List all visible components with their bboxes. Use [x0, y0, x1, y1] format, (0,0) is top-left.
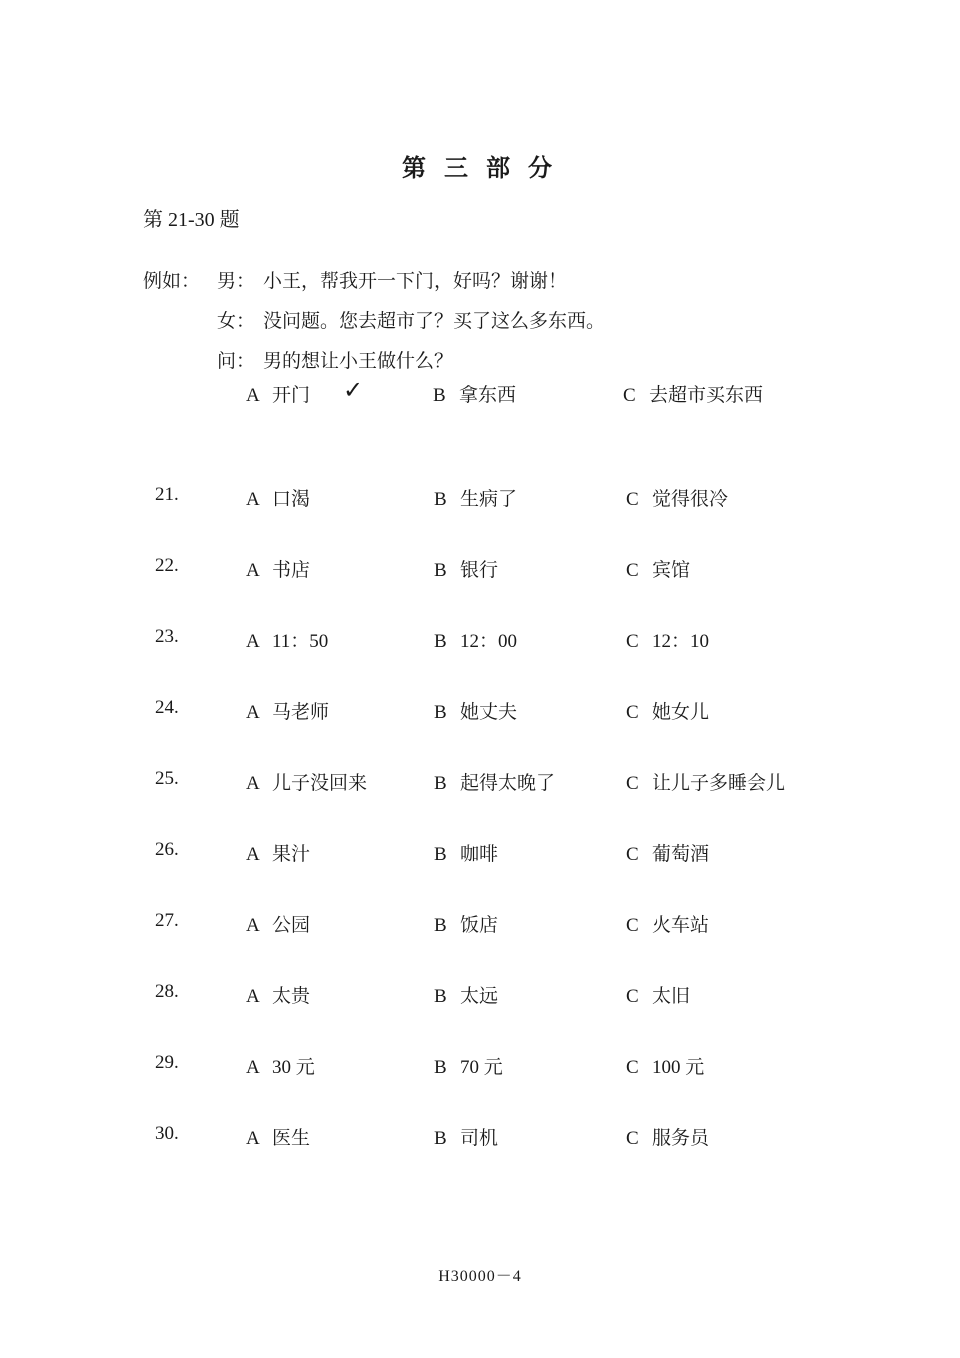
question-number: 30.: [155, 1123, 179, 1144]
option-text: 宾馆: [652, 560, 691, 581]
option-text: 医生: [272, 1128, 311, 1149]
option-text: 马老师: [272, 702, 330, 723]
question-number: 28.: [155, 981, 179, 1002]
option-text: 100 元: [652, 1057, 705, 1078]
option-letter: A: [246, 915, 260, 936]
option-letter: B: [434, 702, 447, 723]
question-option-c[interactable]: [626, 768, 785, 795]
option-text: 公园: [272, 915, 311, 936]
option-letter: A: [246, 773, 260, 794]
option-text: 太旧: [652, 986, 691, 1007]
option-text: 饭店: [460, 915, 499, 936]
option-letter: C: [626, 1128, 639, 1149]
option-letter: C: [626, 915, 639, 936]
option-letter: A: [246, 1057, 260, 1078]
option-text: 30 元: [272, 1057, 315, 1078]
question-option-b[interactable]: [434, 484, 517, 511]
option-text: 12：00: [460, 631, 518, 652]
option-text: 她女儿: [652, 702, 710, 723]
option-text: 去超市买东西: [649, 385, 764, 406]
question-option-c[interactable]: [626, 555, 690, 582]
question-option-a[interactable]: [246, 555, 310, 582]
option-text: 服务员: [652, 1128, 710, 1149]
question-number: 22.: [155, 555, 179, 576]
option-letter: C: [626, 844, 639, 865]
question-option-a[interactable]: [246, 626, 328, 653]
option-letter: B: [434, 986, 447, 1007]
question-option-a[interactable]: [246, 910, 310, 937]
option-letter: B: [434, 844, 447, 865]
option-text: 开门: [272, 385, 311, 406]
question-row: [0, 981, 960, 1052]
question-row: [0, 1123, 960, 1194]
option-text: 拿东西: [459, 385, 517, 406]
example-speaker: 问：: [217, 351, 256, 372]
option-letter: C: [626, 560, 639, 581]
option-text: 咖啡: [460, 844, 499, 865]
example-speaker: 女：: [217, 311, 256, 332]
example-head-label: 例如：: [143, 271, 201, 292]
question-number: 25.: [155, 768, 179, 789]
option-letter: B: [434, 560, 447, 581]
option-text: 儿子没回来: [272, 773, 368, 794]
option-text: 12：10: [652, 631, 710, 652]
option-letter: A: [246, 560, 260, 581]
option-letter: C: [626, 489, 639, 510]
question-row: [0, 697, 960, 768]
option-letter: B: [434, 489, 447, 510]
option-letter: C: [623, 385, 636, 406]
option-text: 葡萄酒: [652, 844, 710, 865]
question-option-a[interactable]: [246, 768, 367, 795]
option-letter: A: [246, 631, 260, 652]
option-text: 让儿子多睡会儿: [652, 773, 786, 794]
example-text: 没问题。您去超市了？买了这么多东西。: [263, 311, 606, 332]
option-letter: A: [246, 986, 260, 1007]
question-option-c[interactable]: [626, 839, 709, 866]
example-line: [143, 302, 883, 342]
option-text: 70 元: [460, 1057, 503, 1078]
option-letter: A: [246, 702, 260, 723]
option-letter: C: [626, 631, 639, 652]
check-mark-icon: ✓: [343, 376, 364, 404]
question-number: 23.: [155, 626, 179, 647]
question-number: 24.: [155, 697, 179, 718]
option-letter: C: [626, 702, 639, 723]
question-option-a[interactable]: [246, 981, 310, 1008]
example-line: [143, 342, 883, 382]
example-speaker: 男：: [217, 271, 256, 292]
option-text: 司机: [460, 1128, 499, 1149]
option-text: 太贵: [272, 986, 311, 1007]
option-letter: B: [434, 1057, 447, 1078]
question-number: 21.: [155, 484, 179, 505]
option-letter: B: [433, 385, 446, 406]
example-options: [143, 376, 903, 410]
question-row: [0, 768, 960, 839]
question-option-b[interactable]: [434, 981, 498, 1008]
option-letter: B: [434, 915, 447, 936]
question-option-b[interactable]: [434, 626, 517, 653]
option-letter: B: [434, 631, 447, 652]
question-number: 26.: [155, 839, 179, 860]
option-letter: C: [626, 1057, 639, 1078]
question-number: 27.: [155, 910, 179, 931]
question-option-a[interactable]: [246, 1052, 315, 1079]
option-text: 火车站: [652, 915, 710, 936]
option-text: 口渴: [272, 489, 311, 510]
question-option-a[interactable]: [246, 839, 310, 866]
option-letter: A: [246, 1128, 260, 1149]
example-block: [143, 262, 883, 382]
question-row: [0, 910, 960, 981]
page-footer: H30000－4: [438, 1268, 522, 1285]
example-option-b[interactable]: [433, 380, 516, 407]
question-option-b[interactable]: [434, 1052, 503, 1079]
option-letter: B: [434, 773, 447, 794]
option-text: 起得太晚了: [460, 773, 556, 794]
question-number: 29.: [155, 1052, 179, 1073]
option-text: 生病了: [460, 489, 518, 510]
option-text: 书店: [272, 560, 311, 581]
question-row: [0, 555, 960, 626]
question-row: [0, 839, 960, 910]
example-option-c[interactable]: [623, 380, 763, 407]
question-option-b[interactable]: [434, 697, 517, 724]
option-text: 果汁: [272, 844, 311, 865]
question-option-b[interactable]: [434, 1123, 498, 1150]
question-option-b[interactable]: [434, 839, 498, 866]
question-option-c[interactable]: [626, 626, 709, 653]
example-text: 小王，帮我开一下门，好吗？谢谢！: [263, 271, 568, 292]
option-text: 太远: [460, 986, 499, 1007]
option-letter: C: [626, 773, 639, 794]
question-option-b[interactable]: [434, 768, 555, 795]
example-line: [143, 262, 883, 302]
question-option-a[interactable]: [246, 484, 310, 511]
question-option-c[interactable]: [626, 697, 709, 724]
example-option-a[interactable]: [246, 380, 310, 407]
question-range-label: 第 21-30 题: [143, 209, 240, 231]
question-option-b[interactable]: [434, 555, 498, 582]
question-option-c[interactable]: [626, 1123, 709, 1150]
question-option-a[interactable]: [246, 697, 329, 724]
option-letter: A: [246, 844, 260, 865]
option-letter: A: [246, 385, 260, 406]
question-option-c[interactable]: [626, 910, 709, 937]
option-letter: B: [434, 1128, 447, 1149]
question-list: [0, 484, 960, 1194]
example-text: 男的想让小王做什么？: [263, 351, 454, 372]
option-text: 她丈夫: [460, 702, 518, 723]
question-option-a[interactable]: [246, 1123, 310, 1150]
option-text: 觉得很冷: [652, 489, 729, 510]
question-option-c[interactable]: [626, 484, 728, 511]
question-row: [0, 1052, 960, 1123]
question-option-c[interactable]: [626, 1052, 704, 1079]
option-letter: A: [246, 489, 260, 510]
question-row: [0, 626, 960, 697]
page-title: 第 三 部 分: [402, 156, 558, 182]
option-letter: C: [626, 986, 639, 1007]
question-row: [0, 484, 960, 555]
question-option-b[interactable]: [434, 910, 498, 937]
option-text: 银行: [460, 560, 499, 581]
question-option-c[interactable]: [626, 981, 690, 1008]
option-text: 11：50: [272, 631, 329, 652]
